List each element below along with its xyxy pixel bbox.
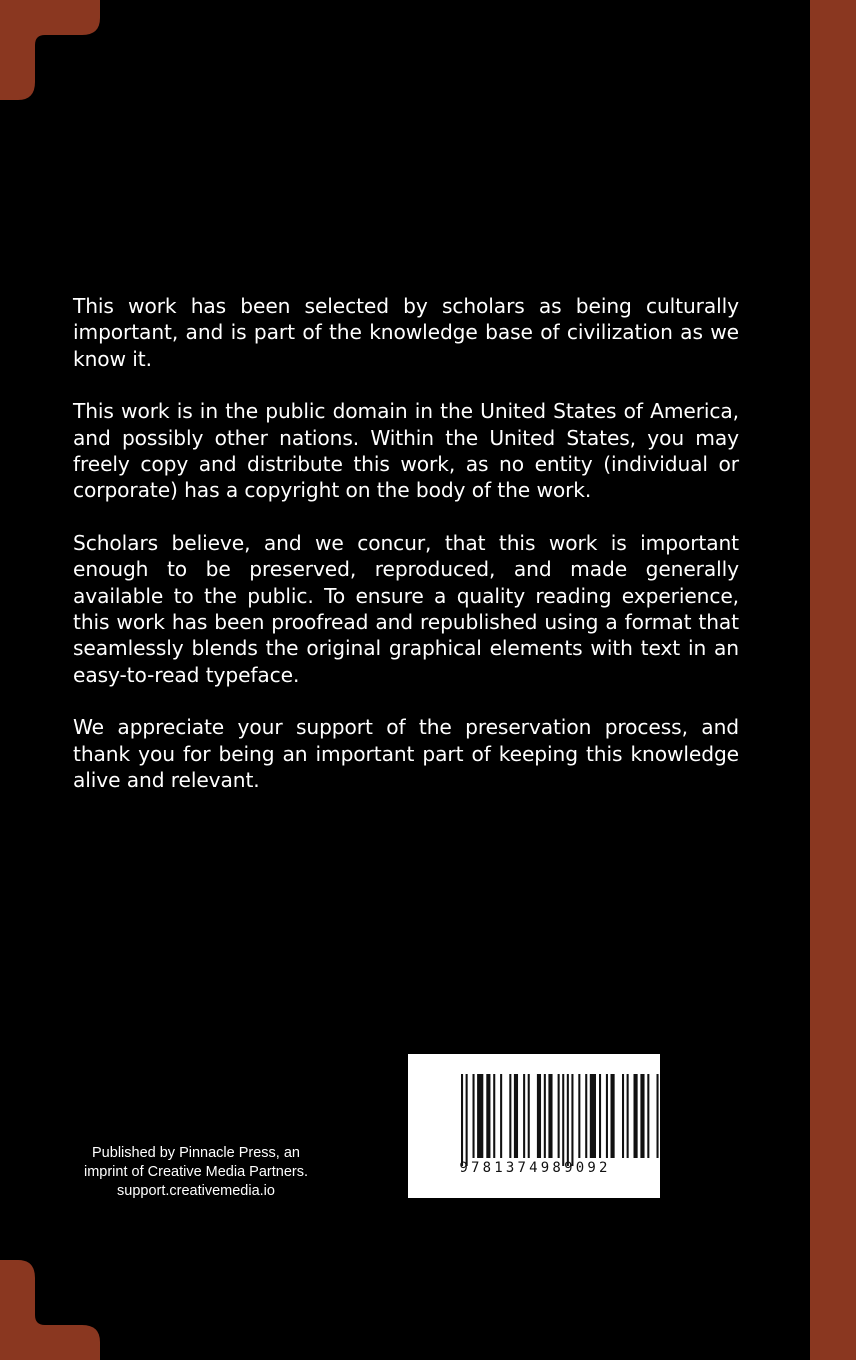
barcode-bar <box>509 1074 511 1158</box>
blurb-paragraph-4: We appreciate your support of the preservation process, and thank you for being an important part of keeping this knowledge alive and relevant. <box>73 715 739 793</box>
barcode-bar <box>611 1074 615 1158</box>
barcode-bar <box>523 1074 525 1158</box>
blurb-paragraph-1: This work has been selected by scholars as being culturally important, and is part of the knowledge base of civilization as we know it. <box>73 294 739 371</box>
barcode-bar <box>466 1074 468 1166</box>
publisher-line: imprint of Creative Media Partners. <box>83 1164 309 1180</box>
cover-blurb <box>73 293 739 820</box>
barcode-bar <box>622 1074 624 1158</box>
barcode-bar <box>493 1074 495 1158</box>
barcode-bar <box>606 1074 608 1158</box>
publisher-url: support.creativemedia.io <box>117 1183 275 1199</box>
barcode-bar <box>477 1074 483 1158</box>
barcode-bar <box>567 1074 569 1166</box>
barcode-bar <box>599 1074 601 1158</box>
corner-ornament-top <box>0 0 100 100</box>
barcode-bar <box>578 1074 580 1158</box>
barcode-bar <box>657 1074 659 1158</box>
corner-ornament-bottom <box>0 1260 100 1360</box>
barcode-bar <box>500 1074 502 1158</box>
barcode-bar <box>562 1074 564 1166</box>
barcode-bar <box>461 1074 463 1166</box>
isbn-number: 9781374989092 <box>459 1160 611 1176</box>
publisher-info <box>70 1144 322 1201</box>
publisher-line: Published by Pinnacle Press, an <box>92 1145 300 1161</box>
barcode-bar <box>486 1074 490 1158</box>
barcode-bar <box>548 1074 552 1158</box>
spine-strip <box>810 0 856 1360</box>
barcode-bar <box>537 1074 541 1158</box>
barcode-bar <box>640 1074 644 1158</box>
barcode-bar <box>634 1074 638 1158</box>
blurb-paragraph-2: This work is in the public domain in the United States of America, and possibly other nations. Within the United States, you may freely copy and distribute this work, as no entity (individual or corporate) has a copyright on the body of the work. <box>73 399 739 503</box>
barcode-bar <box>627 1074 629 1158</box>
barcode-bar <box>544 1074 546 1158</box>
barcode-bar <box>514 1074 518 1158</box>
barcode-bar <box>528 1074 530 1158</box>
barcode-bar <box>558 1074 560 1158</box>
blurb-paragraph-3: Scholars believe, and we concur, that this work is important enough to be preserved, reproduced, and made generally available to the public. To ensure a quality reading experience, this work has been proofread and republished using a format that seamlessly blends the original graphical elements with text in an easy-to-read typeface. <box>73 530 739 687</box>
barcode-bar <box>590 1074 596 1158</box>
barcode-bar <box>585 1074 587 1158</box>
isbn-barcode <box>408 1054 660 1198</box>
barcode-bar <box>473 1074 475 1158</box>
barcode-bar <box>647 1074 649 1158</box>
barcode-bars <box>408 1054 660 1198</box>
barcode-bar <box>571 1074 573 1166</box>
